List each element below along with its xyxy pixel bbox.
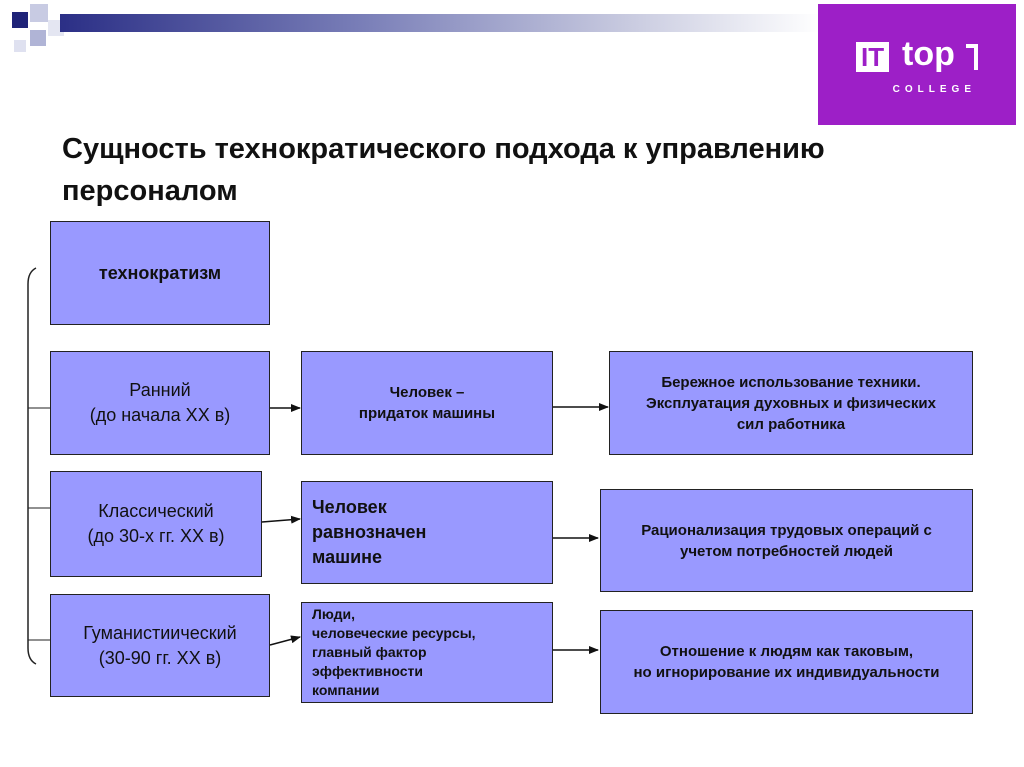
view-box-early (301, 351, 553, 455)
slide-title: Сущность технократического подхода к управлению персоналом (62, 133, 825, 207)
logo-top-text: top (902, 35, 955, 73)
stage-box-early (50, 351, 270, 455)
view-box-humanistic (301, 602, 553, 703)
result-box-humanistic (600, 610, 973, 714)
result-label-humanistic: Отношение к людям как таковым, но игнорирование их индивидуальности (633, 643, 940, 681)
stage-box-classic (50, 471, 262, 577)
stage-label-early: Ранний (до начала XX в) (89, 380, 231, 425)
view-label-humanistic: Люди, человеческие ресурсы, главный фактор эффективности компании (312, 606, 476, 698)
view-box-classic (301, 481, 553, 584)
result-box-classic (600, 489, 973, 592)
arrow-row-2-stage-to-view (262, 519, 300, 522)
logo-it-text: IT (856, 42, 889, 72)
arrow-row-3-stage-to-view (270, 637, 300, 645)
view-label-early: Человек – придаток машины (358, 384, 496, 422)
brace-bracket (28, 268, 36, 664)
logo-college-text: COLLEGE (892, 84, 976, 95)
stage-label-humanistic: Гуманистиический (30-90 гг. XX в) (83, 622, 237, 668)
result-label-early: Бережное использование техники. Эксплуатация духовных и физических сил работника (646, 373, 936, 433)
view-label-classic: Человек равнозначен машине (312, 497, 427, 567)
result-label-classic: Рационализация трудовых операций с учетом потребностей людей (641, 521, 932, 560)
stage-box-humanistic (50, 594, 270, 697)
root-box-technocratism (50, 221, 270, 325)
root-label: технократизм (98, 262, 222, 283)
stage-label-classic: Классический (до 30-х гг. XX в) (87, 501, 225, 546)
result-box-early (609, 351, 973, 455)
